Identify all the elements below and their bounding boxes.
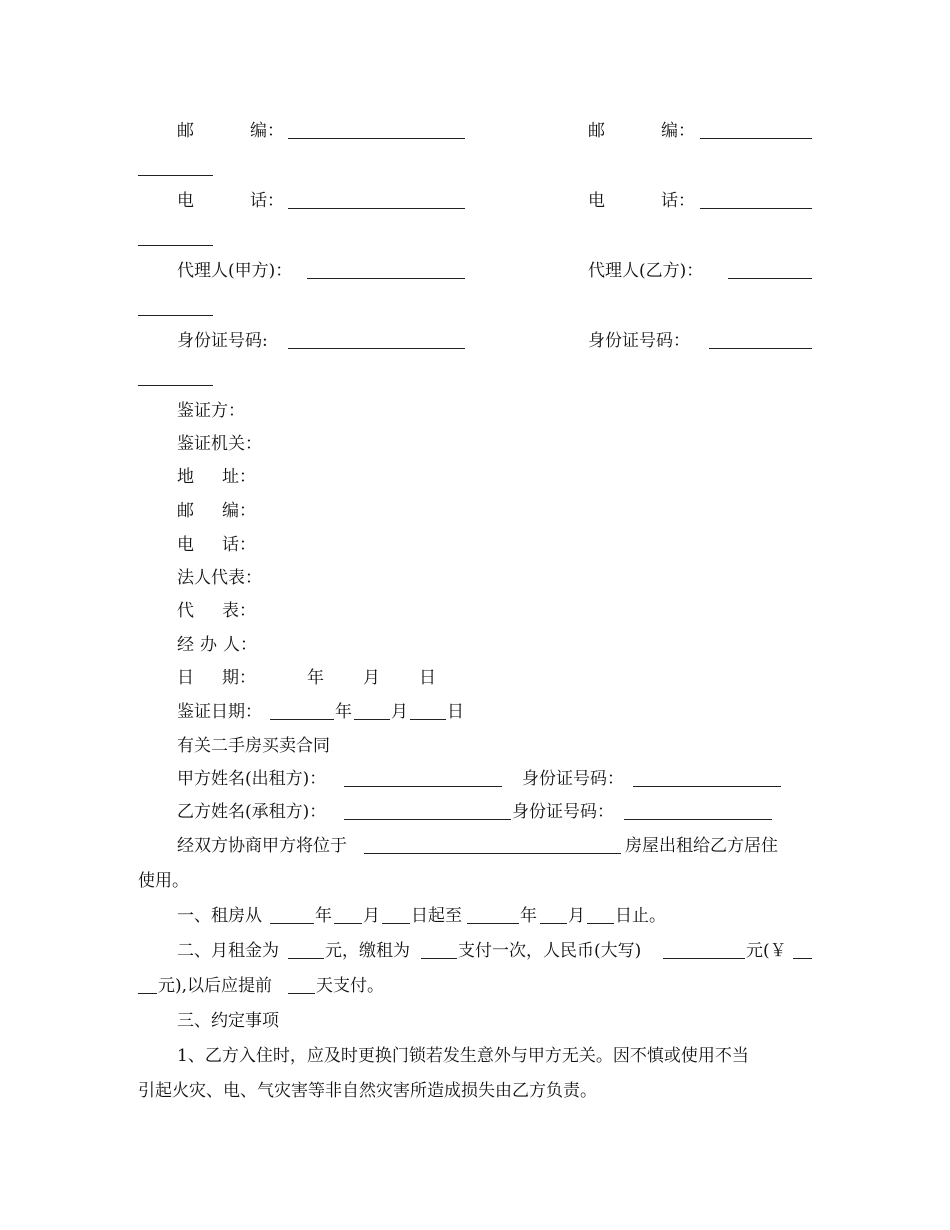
party-a-name-blank[interactable] xyxy=(344,786,502,787)
contract-title: 有关二手房买卖合同 xyxy=(177,736,330,756)
notary-date-label: 日 期： xyxy=(177,668,256,688)
notary-legal-rep-label: 法人代表： xyxy=(177,568,262,588)
phone-right-blank[interactable] xyxy=(700,208,812,209)
clause-1-month: 月 xyxy=(363,906,380,926)
id-right-label: 身份证号码： xyxy=(588,331,690,351)
agent-b-blank[interactable] xyxy=(728,278,812,279)
agent-a-blank[interactable] xyxy=(307,278,465,279)
notary-postcode-label: 邮 编： xyxy=(177,501,256,521)
notary-date-year: 年 xyxy=(307,668,324,688)
phone-left-label: 电 话： xyxy=(177,191,284,211)
verify-month-blank[interactable] xyxy=(354,719,390,720)
intro-text-1: 经双方协商甲方将位于 xyxy=(177,836,347,856)
clause-1-year-2: 年 xyxy=(520,906,537,926)
notary-handler-label: 经 办 人： xyxy=(177,635,257,655)
verify-year-blank[interactable] xyxy=(270,719,334,720)
id-right-blank[interactable] xyxy=(709,348,812,349)
end-year-blank[interactable] xyxy=(467,923,519,924)
monthly-rent-blank[interactable] xyxy=(288,958,324,959)
postcode-left-label: 邮 编： xyxy=(177,121,284,141)
agent-b-blank-cont[interactable] xyxy=(138,315,213,316)
end-day-blank[interactable] xyxy=(587,923,614,924)
postcode-right-label: 邮 编： xyxy=(588,121,695,141)
party-a-id-label: 身份证号码： xyxy=(522,769,624,789)
start-year-blank[interactable] xyxy=(270,923,314,924)
party-b-name-label: 乙方姓名(承租方)： xyxy=(177,802,327,822)
id-left-blank[interactable] xyxy=(288,348,465,349)
postcode-right-blank-cont[interactable] xyxy=(138,175,213,176)
intro-text-2: 房屋出租给乙方居住 xyxy=(625,836,778,856)
clause-3-heading: 三、约定事项 xyxy=(177,1011,279,1031)
party-b-id-blank[interactable] xyxy=(624,819,772,820)
verify-month: 月 xyxy=(391,702,408,722)
clause-2-yuan: 元，缴租为 xyxy=(325,941,410,961)
agent-b-label: 代理人(乙方)： xyxy=(588,261,704,281)
verify-day-blank[interactable] xyxy=(410,719,446,720)
notary-date-month: 月 xyxy=(363,668,380,688)
agent-a-label: 代理人(甲方)： xyxy=(177,261,293,281)
intro-text-3: 使用。 xyxy=(138,871,189,891)
notary-address-label: 地 址： xyxy=(177,467,256,487)
notary-party-label: 鉴证方： xyxy=(177,401,245,421)
notary-rep-label: 代 表： xyxy=(177,601,256,621)
clause-2-amount: 元(￥ xyxy=(746,941,787,961)
property-address-blank[interactable] xyxy=(364,853,621,854)
clause-1-end: 日止。 xyxy=(615,906,666,926)
clause-3-1-line-1: 1、乙方入住时，应及时更换门锁若发生意外与甲方无关。因不慎或使用不当 xyxy=(177,1046,749,1066)
clause-2-text: 二、月租金为 xyxy=(177,941,279,961)
verify-day: 日 xyxy=(447,702,464,722)
postcode-right-blank[interactable] xyxy=(700,138,812,139)
phone-left-blank[interactable] xyxy=(288,208,465,209)
clause-2-days: 天支付。 xyxy=(316,976,384,996)
clause-1-until: 日起至 xyxy=(411,906,462,926)
phone-right-blank-cont[interactable] xyxy=(138,245,213,246)
clause-1-year: 年 xyxy=(315,906,332,926)
clause-1-text: 一、租房从 xyxy=(177,906,262,926)
party-a-name-label: 甲方姓名(出租方)： xyxy=(177,769,327,789)
notary-date-day: 日 xyxy=(419,668,436,688)
start-month-blank[interactable] xyxy=(334,923,362,924)
party-b-id-label: 身份证号码： xyxy=(512,802,614,822)
advance-days-blank[interactable] xyxy=(288,993,315,994)
id-left-label: 身份证号码: xyxy=(177,331,268,351)
postcode-left-blank[interactable] xyxy=(288,138,465,139)
amount-figure-blank-cont[interactable] xyxy=(138,993,157,994)
clause-2-advance: 元),以后应提前 xyxy=(158,976,273,996)
clause-3-1-line-2: 引起火灾、电、气灾害等非自然灾害所造成损失由乙方负责。 xyxy=(138,1081,597,1101)
clause-2-pay: 支付一次，人民币(大写) xyxy=(458,941,642,961)
amount-figure-blank[interactable] xyxy=(793,958,812,959)
id-right-blank-cont[interactable] xyxy=(138,385,213,386)
amount-words-blank[interactable] xyxy=(663,958,745,959)
verify-year: 年 xyxy=(335,702,352,722)
end-month-blank[interactable] xyxy=(540,923,567,924)
party-b-name-blank[interactable] xyxy=(344,819,511,820)
party-a-id-blank[interactable] xyxy=(633,786,781,787)
notary-office-label: 鉴证机关： xyxy=(177,434,262,454)
pay-cycle-blank[interactable] xyxy=(421,958,457,959)
clause-1-month-2: 月 xyxy=(568,906,585,926)
phone-right-label: 电 话： xyxy=(588,191,695,211)
start-day-blank[interactable] xyxy=(382,923,410,924)
notary-verify-date-label: 鉴证日期： xyxy=(177,702,262,722)
notary-phone-label: 电 话： xyxy=(177,535,256,555)
